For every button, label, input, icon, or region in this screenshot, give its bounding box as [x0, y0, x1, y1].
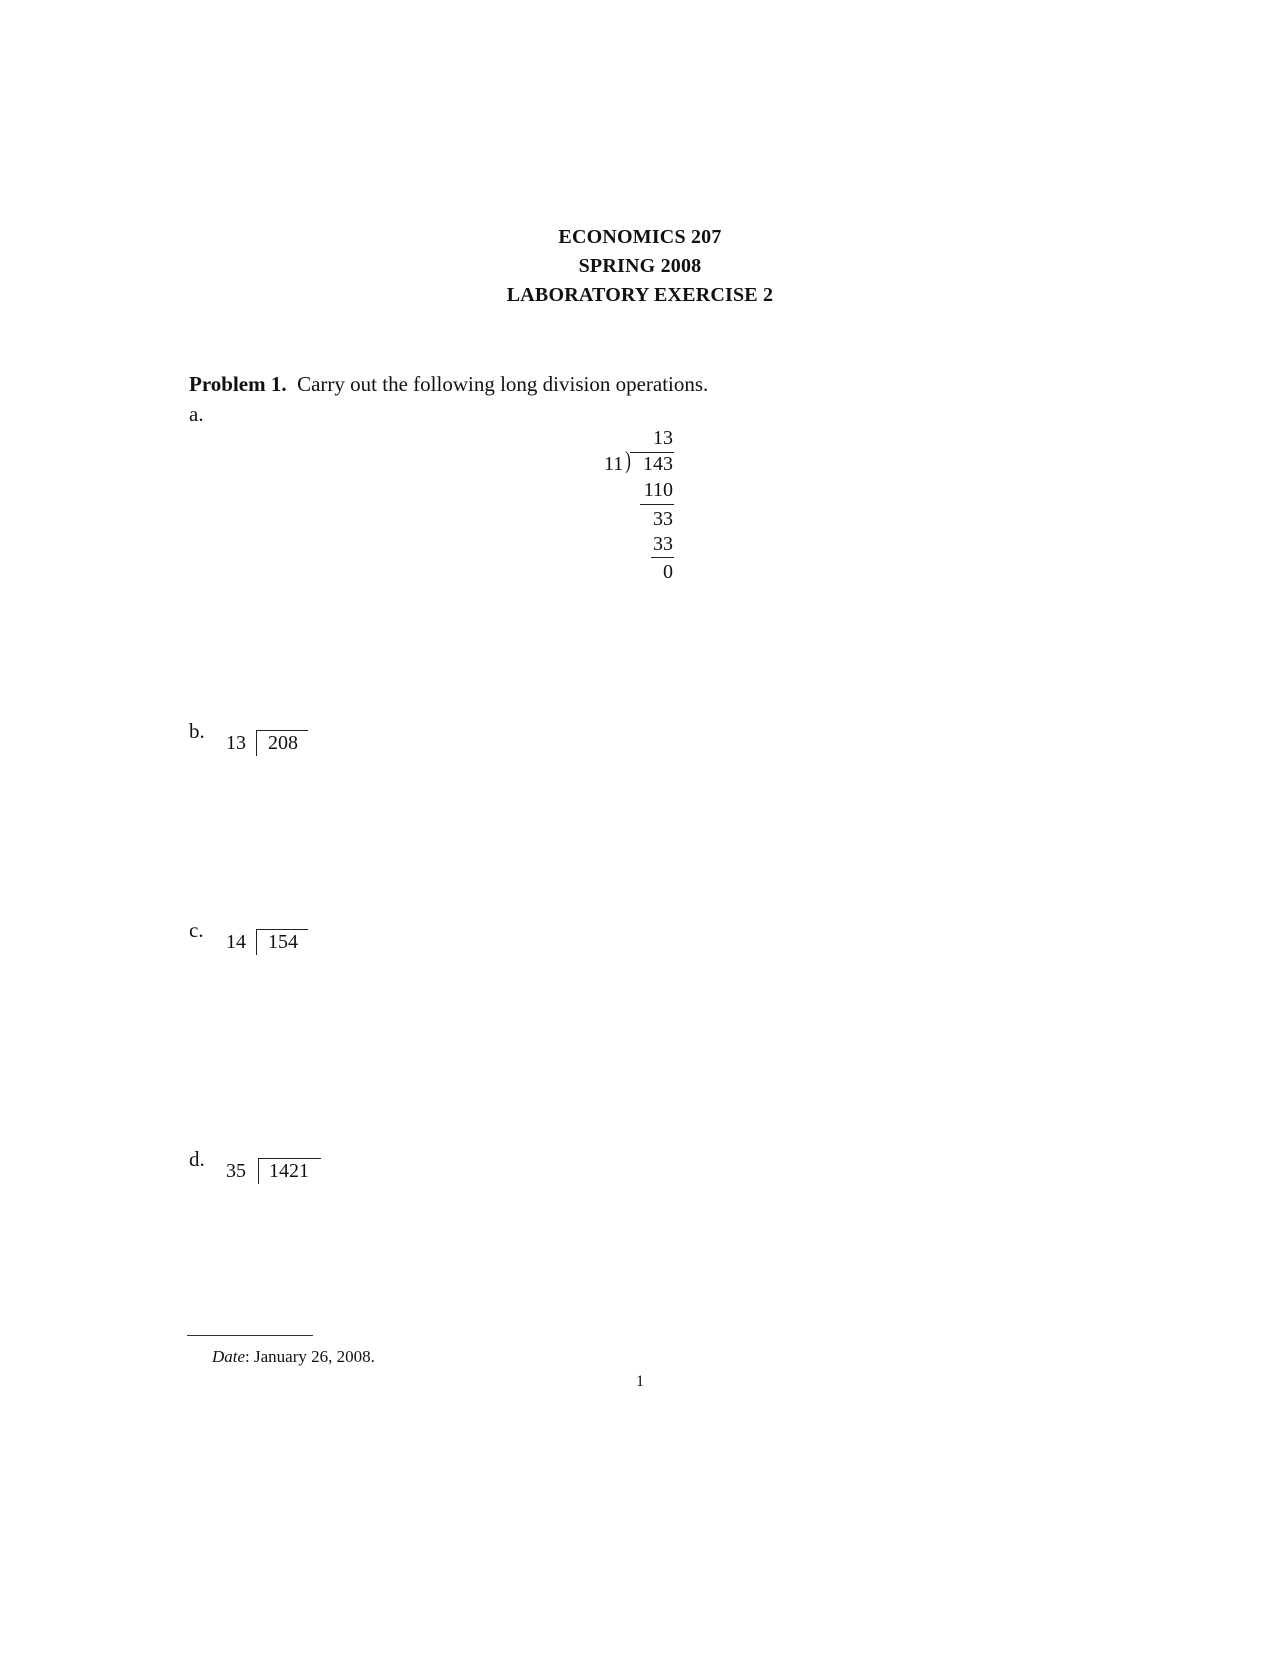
item-a-step1: 110	[643, 479, 673, 501]
item-a-quotient: 13	[653, 427, 673, 449]
footnote-date-label: Date	[212, 1347, 246, 1366]
subtraction-line-1	[640, 504, 674, 505]
page-number: 1	[636, 1373, 644, 1390]
item-d-dividend: 1421	[269, 1160, 309, 1182]
item-b-dividend: 208	[268, 732, 298, 754]
item-a-step2: 33	[653, 508, 673, 530]
course-title: ECONOMICS 207	[558, 226, 722, 248]
item-d-letter: d.	[189, 1147, 205, 1171]
problem-label: Problem 1.	[189, 372, 287, 396]
term-title: SPRING 2008	[578, 255, 702, 277]
exercise-title: LABORATORY EXERCISE 2	[506, 284, 774, 306]
item-a-dividend: 143	[643, 453, 673, 475]
subtraction-line-2	[651, 557, 674, 558]
item-c-letter: c.	[189, 918, 204, 942]
footnote-date	[212, 1347, 375, 1367]
footnote-rule	[187, 1335, 313, 1336]
problem-heading	[189, 372, 708, 397]
item-a-divisor: 11	[604, 453, 624, 475]
problem-instruction: Carry out the following long division operations.	[297, 372, 709, 396]
item-a-remainder: 0	[663, 561, 673, 583]
item-b-letter: b.	[189, 719, 205, 743]
item-a-letter: a.	[189, 402, 204, 426]
division-paren: )	[625, 448, 631, 474]
footnote-date-value: : January 26, 2008.	[245, 1347, 375, 1366]
item-d-divisor: 35	[226, 1160, 246, 1182]
item-a-step3: 33	[653, 533, 673, 555]
item-c-dividend: 154	[268, 931, 298, 953]
item-b-divisor: 13	[226, 732, 246, 754]
item-c-divisor: 14	[226, 931, 246, 953]
